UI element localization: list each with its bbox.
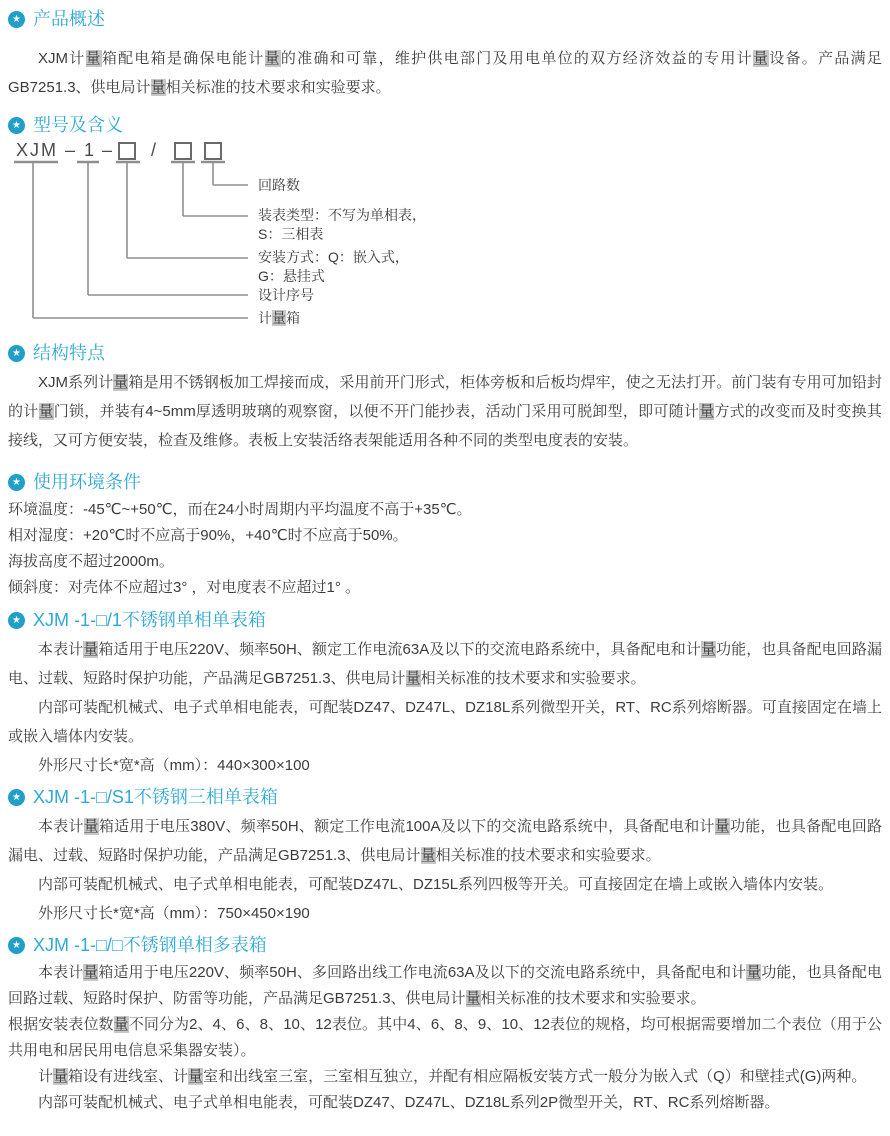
three-phase-paragraph: 内部可装配机械式、电子式单相电能表，可配装DZ47L、DZ15L系列四极等开关。可直接固定在墙上或嵌入墙体内安装。 [38, 876, 834, 893]
section-title-structure: 结构特点 [33, 343, 105, 363]
environment-item: 倾斜度：对壳体不应超过3° ，对电度表不应超过1° 。 [8, 579, 361, 596]
single-phase-paragraph: 本表计量箱适用于电压220V、频率50H、额定工作电流63A及以下的交流电路系统中，具备配电和计量功能，也具备配电回路漏电、过载、短路时保护功能，产品满足GB7251.3、供电局计量相关标准的技术要求和实验要求。 [8, 641, 882, 687]
multi-meter-paragraph: 根据安装表位数量不同分为2、4、6、8、10、12表位。其中4、6、8、9、10、12表位的规格，均可根据需要增加二个表位（用于公共用电和居民用电信息采集器安装）。 [8, 1016, 882, 1059]
star-icon: ★ [8, 789, 25, 806]
model-code-diagram [8, 140, 882, 332]
multi-meter-paragraph: 本表计量箱适用于电压220V、频率50H、多回路出线工作电流63A及以下的交流电路系统中，具备配电和计量功能，也具备配电回路过载、短路时保护、防雷等功能，产品满足GB7251.3、供电局计量相关标准的技术要求和实验要求。 [8, 964, 882, 1007]
environment-item: 环境温度：-45℃~+50℃，而在24小时周期内平均温度不高于+35℃。 [8, 501, 472, 518]
diagram-label-meter-type-line2: S：三相表 [258, 226, 324, 242]
star-icon: ★ [8, 345, 25, 362]
section-title-model: 型号及含义 [33, 115, 123, 135]
section-header-structure [8, 342, 882, 364]
multi-meter-box-body [8, 960, 882, 1116]
overview-paragraph: XJM计量箱配电箱是确保电能计量的准确和可靠，维护供电部门及用电单位的双方经济效益的专用计量设备。产品满足GB7251.3、供电局计量相关标准的技术要求和实验要求。 [8, 50, 882, 96]
single-phase-dimensions: 外形尺寸长*宽*高（mm）：440×300×100 [38, 757, 310, 774]
diagram-label-mount-line2: G：悬挂式 [258, 268, 325, 284]
diagram-label-design-no: 设计序号 [258, 287, 314, 303]
diagram-label-mount-line1: 安装方式：Q：嵌入式， [258, 249, 409, 265]
section-title-multi-meter-box: XJM -1-□/□不锈钢单相多表箱 [33, 935, 267, 955]
section-header-model [8, 114, 882, 136]
model-code-slash: / [151, 140, 157, 160]
star-icon: ★ [8, 474, 25, 491]
diagram-label-mount [258, 248, 409, 286]
three-phase-dimensions: 外形尺寸长*宽*高（mm）：750×450×190 [38, 905, 310, 922]
star-icon: ★ [8, 11, 25, 28]
multi-meter-paragraph: 计量箱设有进线室、计量室和出线室三室，三室相互独立，并配有相应隔板安装方式一般分为嵌入式（Q）和壁挂式(G)两种。 [38, 1068, 867, 1085]
section-title-environment: 使用环境条件 [33, 472, 141, 492]
single-phase-paragraph: 内部可装配机械式、电子式单相电能表，可配装DZ47、DZ47L、DZ18L系列微型开关，RT、RC系列熔断器。可直接固定在墙上或嵌入墙体内安装。 [8, 699, 882, 745]
section-header-three-phase-box [8, 786, 882, 808]
model-code-dash: – [65, 140, 76, 160]
structure-paragraph: XJM系列计量箱是用不锈钢板加工焊接而成，采用前开门形式，柜体旁板和后板均焊牢，使之无法打开。前门装有专用可加铅封的计量门锁，并装有4~5mm厚透明玻璃的观察窗，以便不开门能抄表，活动门采用可脱卸型，即可随计量方式的改变而及时变换其接线，又可方便安装，检查及维修。表板上安装活络表架能适用各种不同的类型电度表的安装。 [8, 374, 882, 449]
section-header-multi-meter-box [8, 934, 882, 956]
section-title-three-phase-box: XJM -1-□/S1不锈钢三相单表箱 [33, 787, 278, 807]
multi-meter-paragraph: 内部可装配机械式、电子式单相电能表，可配装DZ47、DZ47L、DZ18L系列2P微型开关，RT、RC系列熔断器。 [38, 1094, 780, 1111]
model-code-name: XJM [16, 140, 58, 160]
diagram-label-circuits: 回路数 [258, 177, 300, 193]
diagram-label-meter-type [258, 206, 426, 244]
section-header-single-phase-box [8, 609, 882, 631]
model-code-dash: – [102, 140, 113, 160]
diagram-label-meter-type-line1: 装表类型：不写为单相表， [258, 207, 426, 223]
star-icon: ★ [8, 612, 25, 629]
star-icon: ★ [8, 117, 25, 134]
model-placeholder-box-circuits [204, 142, 222, 160]
environment-item: 相对湿度：+20℃时不应高于90%，+40℃时不应高于50%。 [8, 527, 408, 544]
diagram-lines [8, 140, 882, 332]
section-title-single-phase-box: XJM -1-□/1不锈钢单相单表箱 [33, 610, 266, 630]
three-phase-paragraph: 本表计量箱适用于电压380V、频率50H、额定工作电流100A及以下的交流电路系统中，具备配电和计量功能，也具备配电回路漏电、过载、短路时保护功能，产品满足GB7251.3、供电局计量相关标准的技术要求和实验要求。 [8, 818, 882, 864]
section-header-environment [8, 471, 882, 493]
environment-item: 海拔高度不超过2000m。 [8, 553, 174, 570]
diagram-label-box: 计量箱 [258, 310, 300, 326]
star-icon: ★ [8, 937, 25, 954]
model-placeholder-box-meter-type [174, 142, 192, 160]
section-title-overview: 产品概述 [33, 9, 105, 29]
model-placeholder-box-mount [118, 142, 136, 160]
environment-conditions-list [8, 497, 882, 601]
section-header-overview [8, 8, 882, 30]
model-code-serial: 1 [84, 140, 95, 160]
